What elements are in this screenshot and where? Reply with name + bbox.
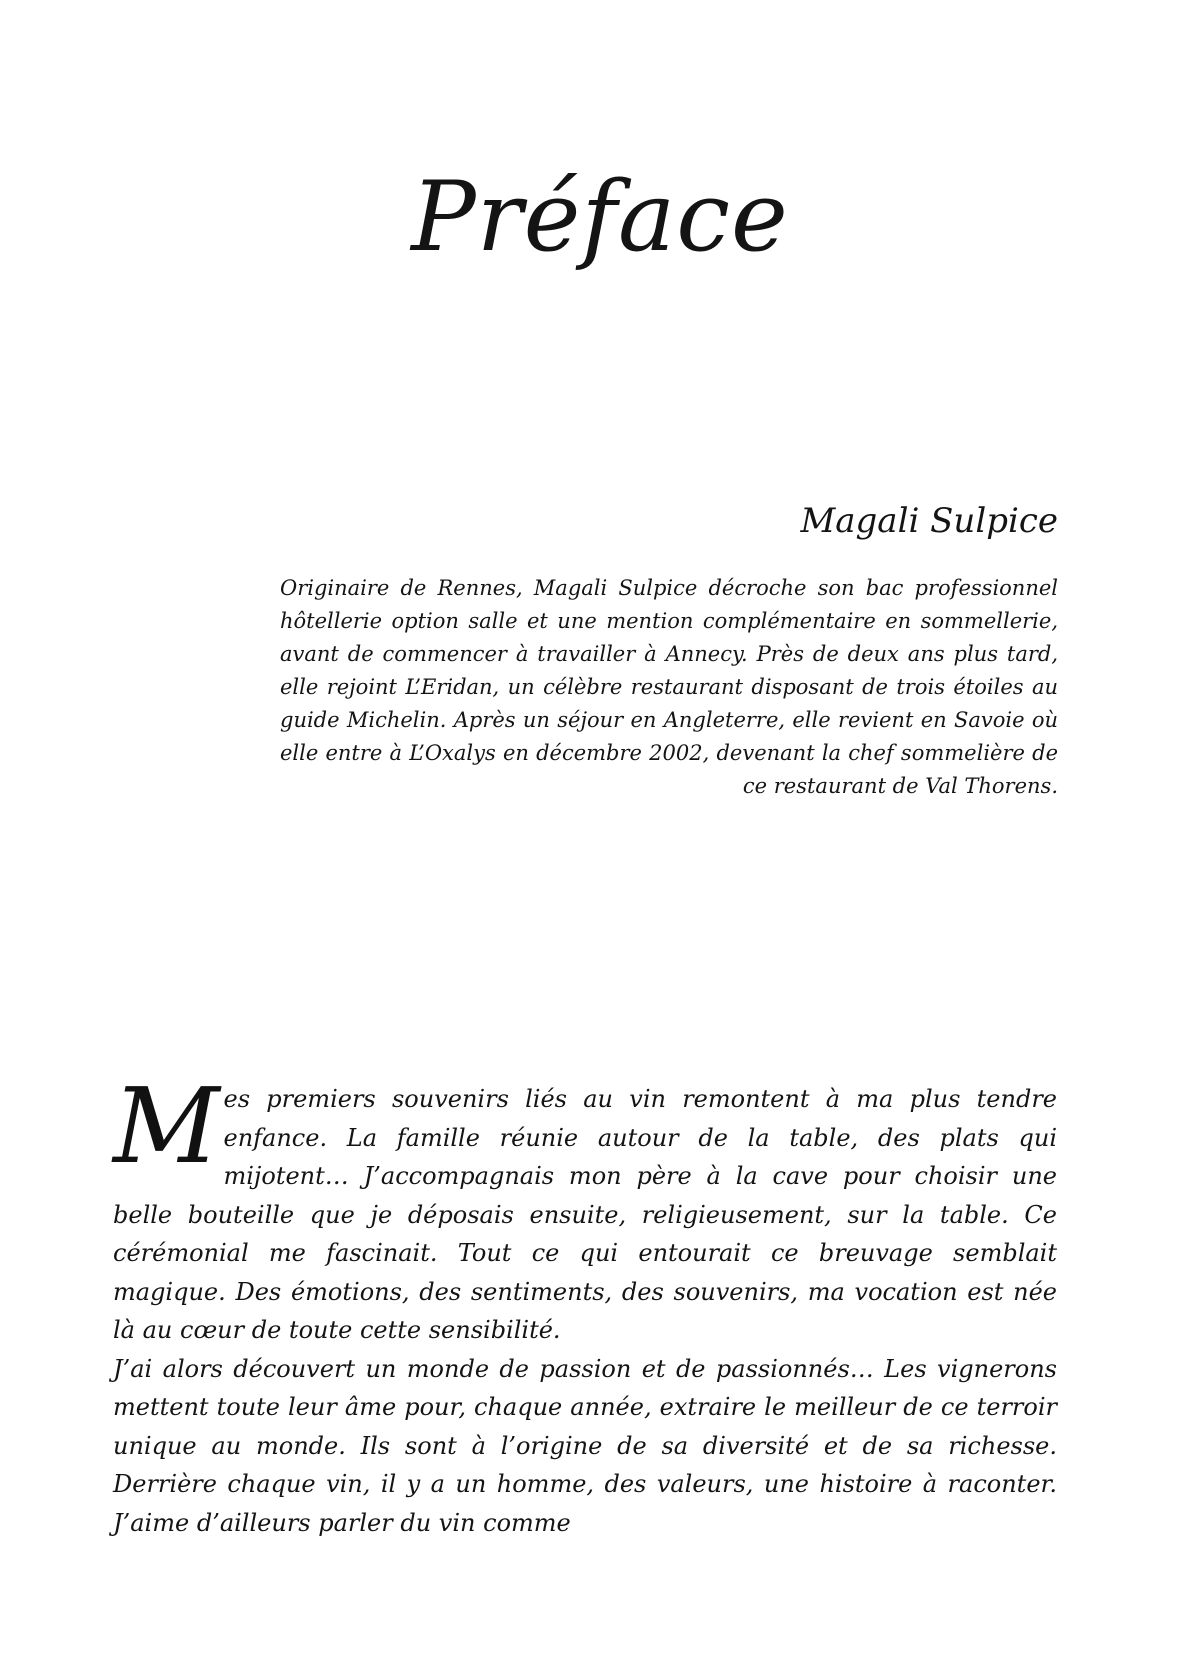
paragraph-1-text: es premiers souvenirs liés au vin remontent à ma plus tendre enfance. La famille réunie autour de la table, des plats qui mijotent… J’accompagnais mon père à la cave pour choisir une belle bouteille que je déposais ensuite, religieusement, sur la table. Ce cérémonial me fascinait. Tout ce qui entourait ce breuvage semblait magique. Des émotions, des sentiments, des souvenirs, ma vocation est née là au cœur de toute cette sensibilité. [113,1085,1057,1344]
body-text [113,1065,1057,1542]
author-block [280,500,1058,803]
drop-cap: M [113,1065,220,1187]
author-name: Magali Sulpice [800,501,1058,541]
paragraph-2: J’ai alors découvert un monde de passion et de passionnés… Les vignerons mettent toute leur âme pour, chaque année, extraire le meilleur de ce terroir unique au monde. Ils sont à l’origine de sa diversité et de sa richesse. Derrière chaque vin, il y a un homme, des valeurs, une histoire à raconter. J’aime d’ailleurs parler du vin comme [113,1354,1057,1537]
paragraph-1 [113,1065,1057,1350]
author-bio: Originaire de Rennes, Magali Sulpice décroche son bac professionnel hôtellerie option salle et une mention complémentaire en sommellerie, avant de commencer à travailler à Annecy. Près de deux ans plus tard, elle rejoint L’Eridan, un célèbre restaurant disposant de trois étoiles au guide Michelin. Après un séjour en Angleterre, elle revient en Savoie où elle entre à L’Oxalys en décembre 2002, devenant la chef sommelière de ce restaurant de Val Thorens. [280,576,1058,798]
page-title: Préface [411,161,789,273]
